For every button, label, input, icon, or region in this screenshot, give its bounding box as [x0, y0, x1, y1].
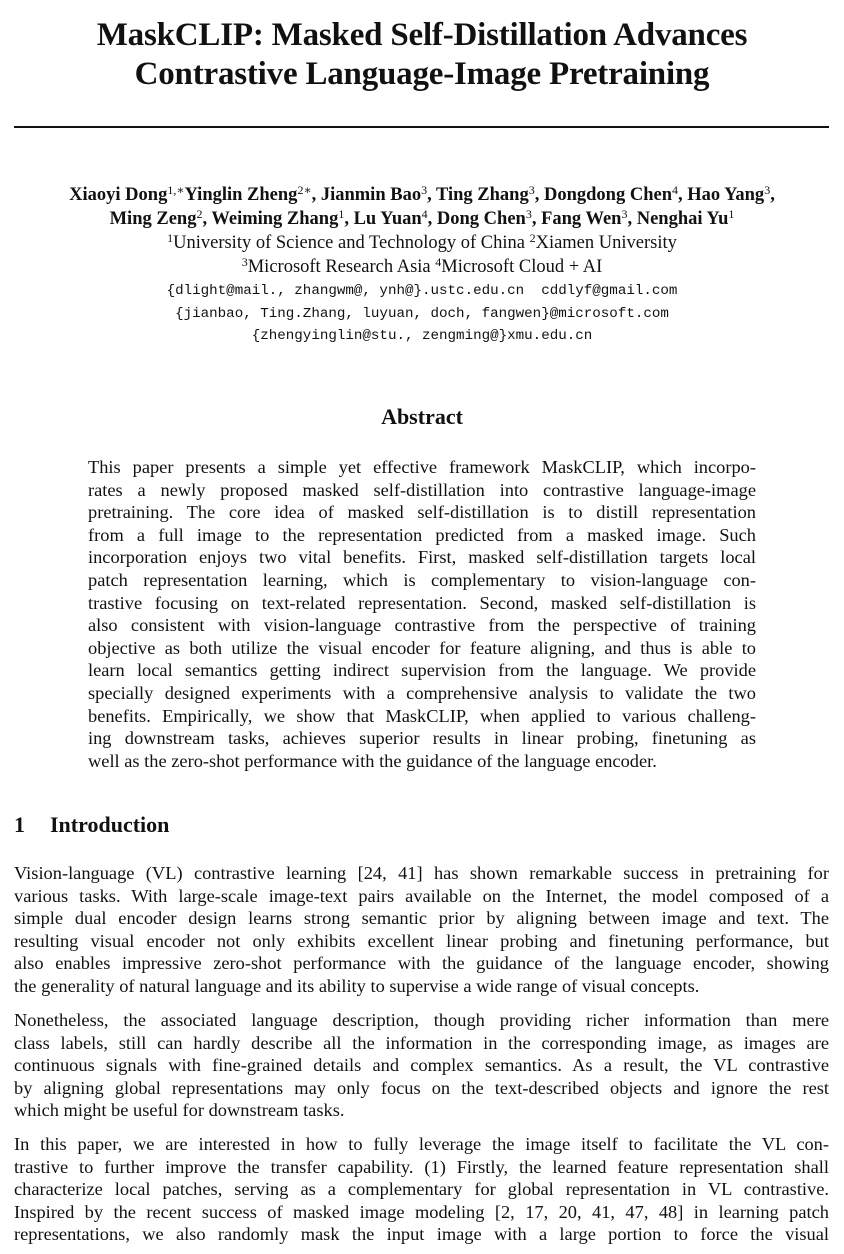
author-name: Ming Zeng: [109, 209, 197, 229]
abstract-line: objective as both utilize the visual encoder for feature aligning, and thus is able to: [88, 637, 756, 658]
paper-title: [0, 16, 844, 94]
affiliation-sup: 1: [167, 231, 174, 245]
paragraph-line: Vision-language (VL) contrastive learning [24, 41] has shown remarkable success in pretraining for: [14, 863, 829, 883]
abstract-line: learn local semantics getting indirect supervision from the language. We provide: [88, 660, 756, 681]
author-name: Lu Yuan: [353, 209, 422, 229]
affiliation-sup: 3: [241, 255, 248, 269]
author-sup: 1,∗: [167, 183, 185, 197]
author-line-2: Ming Zeng$^2$, Weiming Zhang$^1$, Lu Yuan$^4$, Dong Chen$^3$, Fang Wen$^3$, Nenghai Yu$^1$: [109, 207, 735, 229]
abstract-heading: Abstract: [381, 404, 463, 429]
affiliation-sup: 2: [529, 231, 536, 245]
title-rule: [14, 126, 829, 128]
abstract-line: trastive focusing on text-related representation. Second, masked self-distillation is: [88, 592, 756, 613]
paragraph-line: continuous signals with fine-grained details and complex semantics. As a result, the VL contrastive: [14, 1055, 829, 1075]
author-name: Weiming Zhang: [211, 209, 339, 229]
affiliation: Microsoft Cloud + AI: [441, 257, 603, 277]
paragraph-line: In this paper, we are interested in how to fully leverage the image itself to facilitate the VL con-: [14, 1134, 829, 1154]
author-sup: 1: [728, 207, 735, 221]
paragraph-line: which might be useful for downstream tasks.: [14, 1100, 345, 1120]
abstract-line: incorporation enjoys two vital benefits. First, masked self-distillation targets local: [88, 547, 756, 568]
abstract-line: from a full image to the representation predicted from a masked image. Such: [88, 524, 756, 545]
author-sup: 4: [421, 207, 428, 221]
paragraph-line: Nonetheless, the associated language description, though providing richer information than mere: [14, 1010, 829, 1030]
abstract-line: well as the zero-shot performance with the guidance of the language encoder.: [88, 750, 657, 771]
author-sup: 4: [672, 183, 678, 197]
affiliation: Microsoft Research Asia: [247, 257, 431, 277]
author-name: Hao Yang: [687, 185, 765, 205]
title-line-1: MaskCLIP: Masked Self-Distillation Advances: [96, 17, 748, 53]
author-sup: 1: [338, 207, 345, 221]
author-sup: 3: [421, 183, 428, 197]
section-heading-introduction: [14, 811, 169, 839]
abstract-line: ing downstream tasks, achieves superior results in linear probing, finetuning as: [88, 728, 756, 749]
author-list: [0, 183, 844, 231]
affiliation-line-2: [0, 255, 844, 279]
paragraph-line: class labels, still can hardly describe all the information in the corresponding image, as images are: [14, 1032, 829, 1053]
abstract-line: pretraining. The core idea of masked self-distillation is to distill representation: [88, 502, 756, 523]
abstract-line: This paper presents a simple yet effective framework MaskCLIP, which incorpo-: [88, 457, 756, 477]
paragraph-line: representations, we also randomly mask the input image with a large portion to force the visual: [14, 1224, 829, 1244]
email-block: [0, 280, 844, 348]
author-name: Dong Chen: [436, 209, 526, 229]
intro-paragraph-2: [14, 1009, 829, 1122]
email-line: {zhengyinglin@stu., zengming@}xmu.edu.cn: [251, 328, 593, 344]
email-line: {dlight@mail., zhangwm@, ynh@}.ustc.edu.cn cddlyf@gmail.com: [166, 283, 678, 299]
section-title: Introduction: [50, 812, 170, 837]
affiliation: University of Science and Technology of China: [173, 233, 525, 253]
paragraph-line: simple dual encoder design learns strong semantic prior by aligning between image and text. The: [14, 908, 829, 928]
affiliation-sup: 4: [435, 255, 442, 269]
affiliations: [0, 231, 844, 279]
author-name: Dongdong Chen: [543, 185, 672, 205]
author-name: Xiaoyi Dong: [69, 185, 168, 205]
abstract-line: specially designed experiments with a comprehensive analysis to validate the two: [88, 682, 756, 703]
author-name: Nenghai Yu: [636, 209, 729, 229]
abstract-line: benefits. Empirically, we show that MaskCLIP, when applied to various challeng-: [88, 705, 756, 726]
affiliation-line-1: [0, 231, 844, 255]
intro-paragraph-1: [14, 862, 829, 997]
paragraph-line: Inspired by the recent success of masked image modeling [2, 17, 20, 41, 47, 48] in learning patch: [14, 1201, 829, 1222]
paragraph-line: resulting visual encoder not only exhibits excellent linear probing and finetuning performance, but: [14, 930, 829, 951]
author-name: Fang Wen: [541, 209, 622, 229]
abstract-body: [88, 456, 756, 772]
email-line: {jianbao, Ting.Zhang, luyuan, doch, fangwen}@microsoft.com: [175, 305, 669, 322]
author-name: Ting Zhang: [436, 185, 529, 205]
author-sup: 2∗: [297, 183, 312, 197]
paragraph-line: by aligning global representations may only focus on the text-described objects and ignore the rest: [14, 1077, 829, 1098]
author-sup: 3: [528, 183, 535, 197]
author-name: Jianmin Bao: [320, 185, 422, 205]
abstract-line: rates a newly proposed masked self-distillation into contrastive language-image: [88, 479, 756, 500]
title-line-2: Contrastive Language-Image Pretraining: [134, 56, 710, 92]
abstract-line: patch representation learning, which is complementary to vision-language con-: [88, 569, 756, 590]
author-name: Yinglin Zheng: [184, 185, 298, 205]
affiliation: Xiamen University: [535, 233, 677, 253]
abstract-line: also consistent with vision-language contrastive from the perspective of training: [88, 615, 756, 636]
paragraph-line: the generality of natural language and its ability to supervise a wide range of visual concepts.: [14, 975, 700, 996]
intro-paragraph-3: [14, 1133, 829, 1246]
author-sup: 3: [764, 183, 771, 197]
author-line-1: Xiaoyi Dong$^{1,∗}$Yinglin Zheng$^{2∗}$, Jianmin Bao$^3$, Ting Zhang$^3$, Dongdong Chen$^4$, Hao Yang$^3$,: [69, 183, 775, 205]
author-sup: 3: [525, 207, 532, 221]
paragraph-line: trastive to further improve the transfer capability. (1) Firstly, the learned feature representation shall: [14, 1156, 829, 1177]
section-number: 1: [14, 812, 25, 837]
author-sup: 3: [621, 207, 628, 221]
paragraph-line: various tasks. With large-scale image-text pairs available on the Internet, the model composed of a: [14, 885, 829, 906]
paragraph-line: characterize local patches, serving as a complementary for global representation in VL contrastive.: [14, 1179, 829, 1199]
paragraph-line: also enables impressive zero-shot performance with the guidance of the language encoder, showing: [14, 953, 829, 973]
author-sup: 2: [196, 207, 203, 221]
